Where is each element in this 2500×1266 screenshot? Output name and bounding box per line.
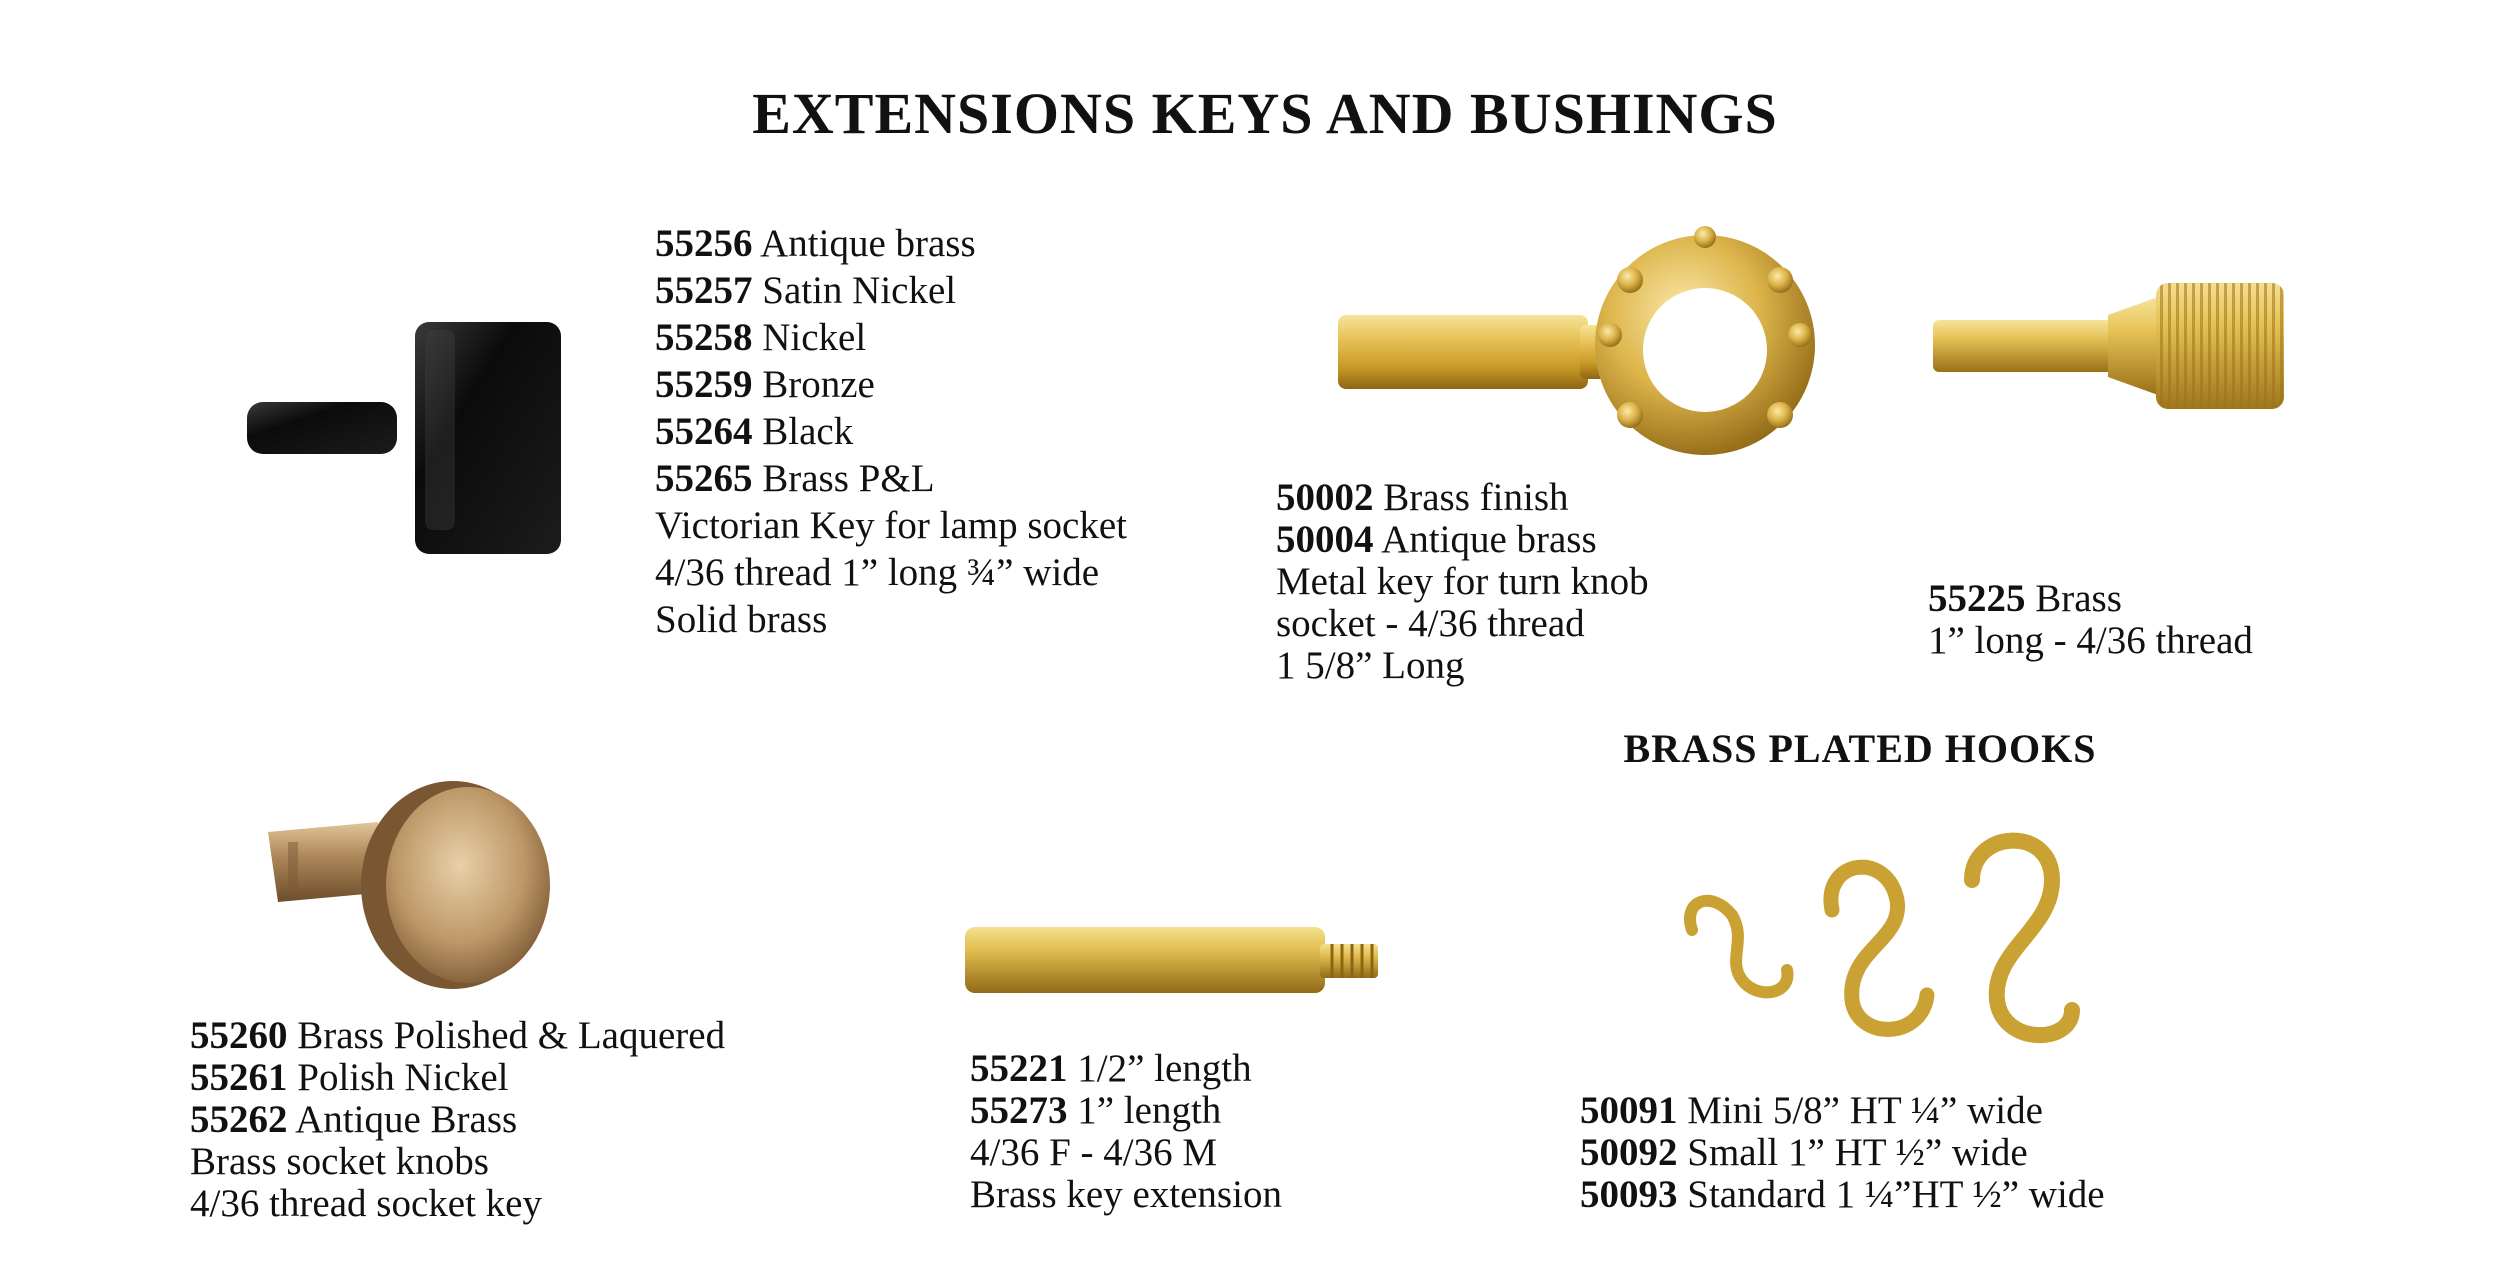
- sku: 50093: [1580, 1173, 1678, 1216]
- knurled-key-image: [1928, 275, 2288, 415]
- small-hook: [1831, 867, 1927, 1029]
- note-line: 4/36 F - 4/36 M: [970, 1131, 1218, 1174]
- sku: 50092: [1580, 1131, 1678, 1174]
- victorian-key-info: [655, 220, 1127, 643]
- socket-knob-image: [258, 772, 558, 992]
- sku: 55257: [655, 269, 753, 312]
- variant-line: [655, 220, 1127, 267]
- variant-line: [655, 408, 1127, 455]
- sku: 55221: [970, 1047, 1068, 1090]
- variant-line: [970, 1090, 1282, 1132]
- variant-line: [1276, 477, 1649, 519]
- variant-desc: Brass: [2035, 577, 2122, 620]
- sku: 55256: [655, 222, 753, 265]
- sku: 50091: [1580, 1089, 1678, 1132]
- sku: 50002: [1276, 476, 1374, 519]
- variant-line: [1580, 1090, 2105, 1132]
- note-line: Solid brass: [655, 598, 828, 641]
- ornate-key-info: [1276, 477, 1649, 687]
- variant-line: [655, 314, 1127, 361]
- variant-line: [190, 1015, 725, 1057]
- extension-rod-image: [962, 922, 1382, 1002]
- variant-desc: Satin Nickel: [762, 269, 957, 312]
- variant-desc: Brass finish: [1383, 476, 1569, 519]
- note-line: Metal key for turn knob: [1276, 560, 1649, 603]
- variant-line: [655, 267, 1127, 314]
- note-line: Brass key extension: [970, 1173, 1282, 1216]
- mini-hook: [1690, 901, 1787, 993]
- sku: 55273: [970, 1089, 1068, 1132]
- variant-desc: Polish Nickel: [297, 1056, 509, 1099]
- variant-line: [190, 1057, 725, 1099]
- sku: 55260: [190, 1014, 288, 1057]
- ornate-key-image: [1330, 225, 1830, 485]
- variant-desc: Bronze: [762, 363, 875, 406]
- variant-line: [1928, 578, 2253, 620]
- hooks-info: [1580, 1090, 2105, 1216]
- variant-desc: Brass P&L: [762, 457, 935, 500]
- variant-desc: 1” length: [1077, 1089, 1222, 1132]
- variant-desc: Mini 5/8” HT ¼” wide: [1687, 1089, 2043, 1132]
- knurled-key-info: [1928, 578, 2253, 662]
- s-hooks-image: [1672, 820, 2132, 1050]
- sku: 55225: [1928, 577, 2026, 620]
- variant-line: [1276, 519, 1649, 561]
- variant-line: [655, 361, 1127, 408]
- sku: 55259: [655, 363, 753, 406]
- sku: 55264: [655, 410, 753, 453]
- variant-line: [1580, 1132, 2105, 1174]
- variant-desc: Antique brass: [1381, 518, 1597, 561]
- variant-desc: Small 1” HT ½” wide: [1687, 1131, 2028, 1174]
- variant-line: [655, 455, 1127, 502]
- standard-hook: [1972, 841, 2072, 1036]
- variant-line: [190, 1099, 725, 1141]
- victorian-key-image: [245, 320, 575, 560]
- variant-desc: Antique brass: [760, 222, 976, 265]
- variant-desc: Black: [762, 410, 854, 453]
- variant-desc: Antique Brass: [295, 1098, 518, 1141]
- note-line: 1” long - 4/36 thread: [1928, 619, 2253, 662]
- variant-desc: 1/2” length: [1077, 1047, 1252, 1090]
- page-title: EXTENSIONS KEYS AND BUSHINGS: [752, 81, 1778, 146]
- note-line: socket - 4/36 thread: [1276, 602, 1585, 645]
- sku: 55258: [655, 316, 753, 359]
- sku: 50004: [1276, 518, 1374, 561]
- note-line: Brass socket knobs: [190, 1140, 489, 1183]
- note-line: 4/36 thread 1” long ¾” wide: [655, 551, 1100, 594]
- sku: 55262: [190, 1098, 288, 1141]
- sku: 55265: [655, 457, 753, 500]
- extension-rod-info: [970, 1048, 1282, 1216]
- note-line: Victorian Key for lamp socket: [655, 504, 1127, 547]
- variant-line: [1580, 1174, 2105, 1216]
- variant-line: [970, 1048, 1282, 1090]
- hooks-section-title: BRASS PLATED HOOKS: [1623, 726, 2097, 771]
- variant-desc: Standard 1 ¼”HT ½” wide: [1687, 1173, 2105, 1216]
- variant-desc: Nickel: [762, 316, 867, 359]
- sku: 55261: [190, 1056, 288, 1099]
- note-line: 4/36 thread socket key: [190, 1182, 542, 1225]
- note-line: 1 5/8” Long: [1276, 644, 1465, 687]
- variant-desc: Brass Polished & Laquered: [297, 1014, 726, 1057]
- socket-knob-info: [190, 1015, 725, 1225]
